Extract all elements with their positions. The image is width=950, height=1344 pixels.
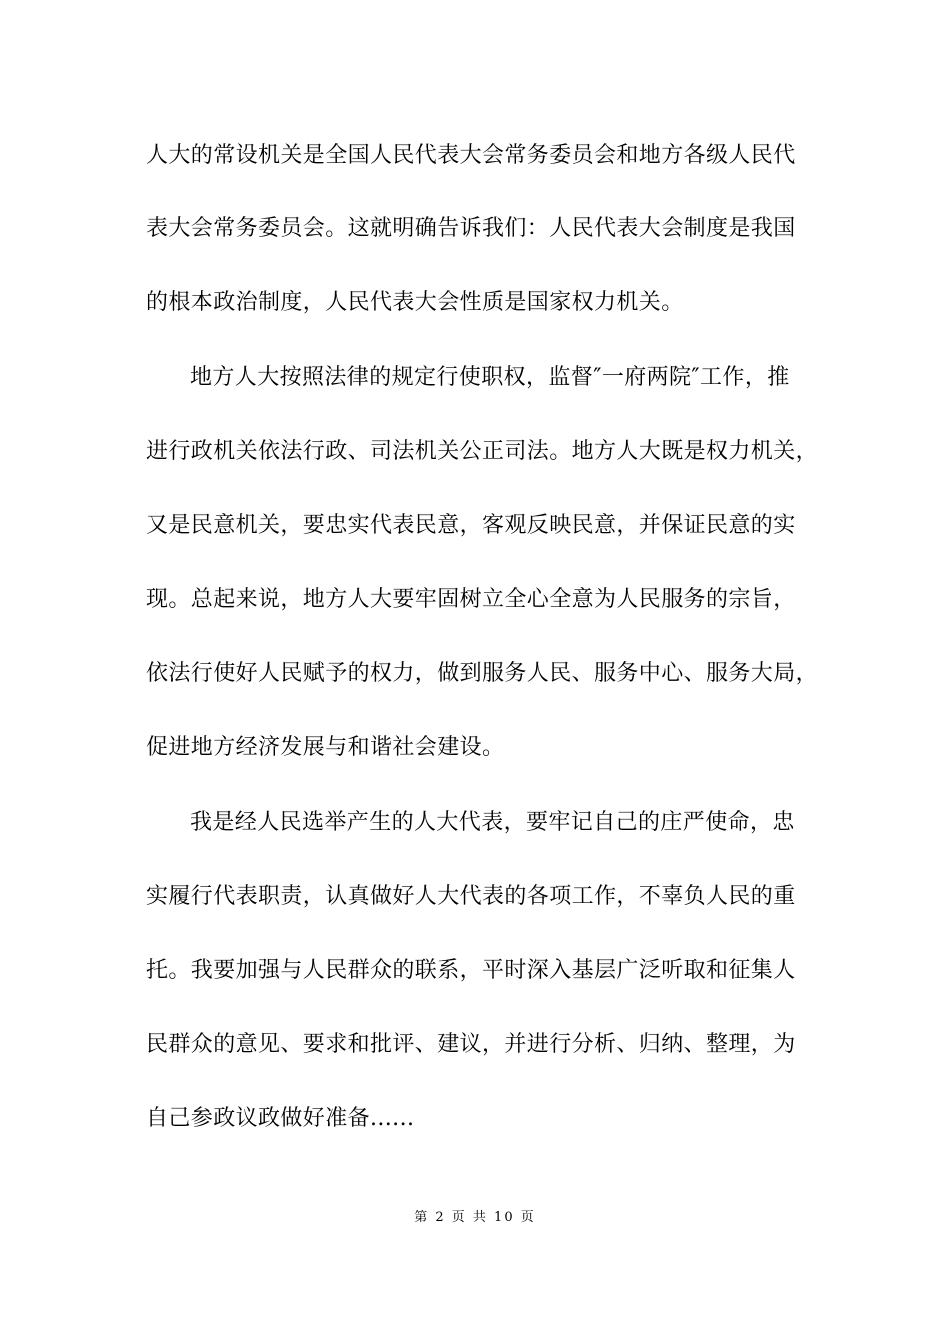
paragraph-2-line-6: 促进地方经济发展与和谐社会建设。	[146, 735, 505, 760]
paragraph-2-line-1: 地方人大按照法律的规定行使职权，监督″一府两院″工作，推	[190, 365, 790, 390]
paragraph-3-line-5: 自己参政议政做好准备......	[146, 1106, 415, 1131]
paragraph-3-line-4: 民群众的意见、要求和批评、建议，并进行分析、归纳、整理，为	[146, 1032, 796, 1057]
paragraph-1-line-2: 表大会常务委员会。这就明确告诉我们：人民代表大会制度是我国	[146, 216, 796, 241]
paragraph-1-line-1: 人大的常设机关是全国人民代表大会常务委员会和地方各级人民代	[146, 143, 796, 168]
paragraph-3-line-3: 托。我要加强与人民群众的联系，平时深入基层广泛听取和征集人	[146, 958, 796, 983]
paragraph-2-line-4: 现。总起来说，地方人大要牢固树立全心全意为人民服务的宗旨，	[146, 587, 796, 612]
paragraph-3-line-1: 我是经人民选举产生的人大代表，要牢记自己的庄严使命，忠	[190, 810, 795, 835]
paragraph-1-line-3: 的根本政治制度，人民代表大会性质是国家权力机关。	[146, 290, 684, 315]
paragraph-2-line-5: 依法行使好人民赋予的权力，做到服务人民、服务中心、服务大局，	[146, 661, 819, 686]
paragraph-3-line-2: 实履行代表职责，认真做好人大代表的各项工作，不辜负人民的重	[146, 884, 796, 909]
paragraph-2-line-2: 进行政机关依法行政、司法机关公正司法。地方人大既是权力机关，	[146, 439, 819, 464]
page-number-footer: 第 2 页 共 10 页	[414, 1210, 536, 1225]
paragraph-2-line-3: 又是民意机关，要忠实代表民意，客观反映民意，并保证民意的实	[146, 513, 796, 538]
